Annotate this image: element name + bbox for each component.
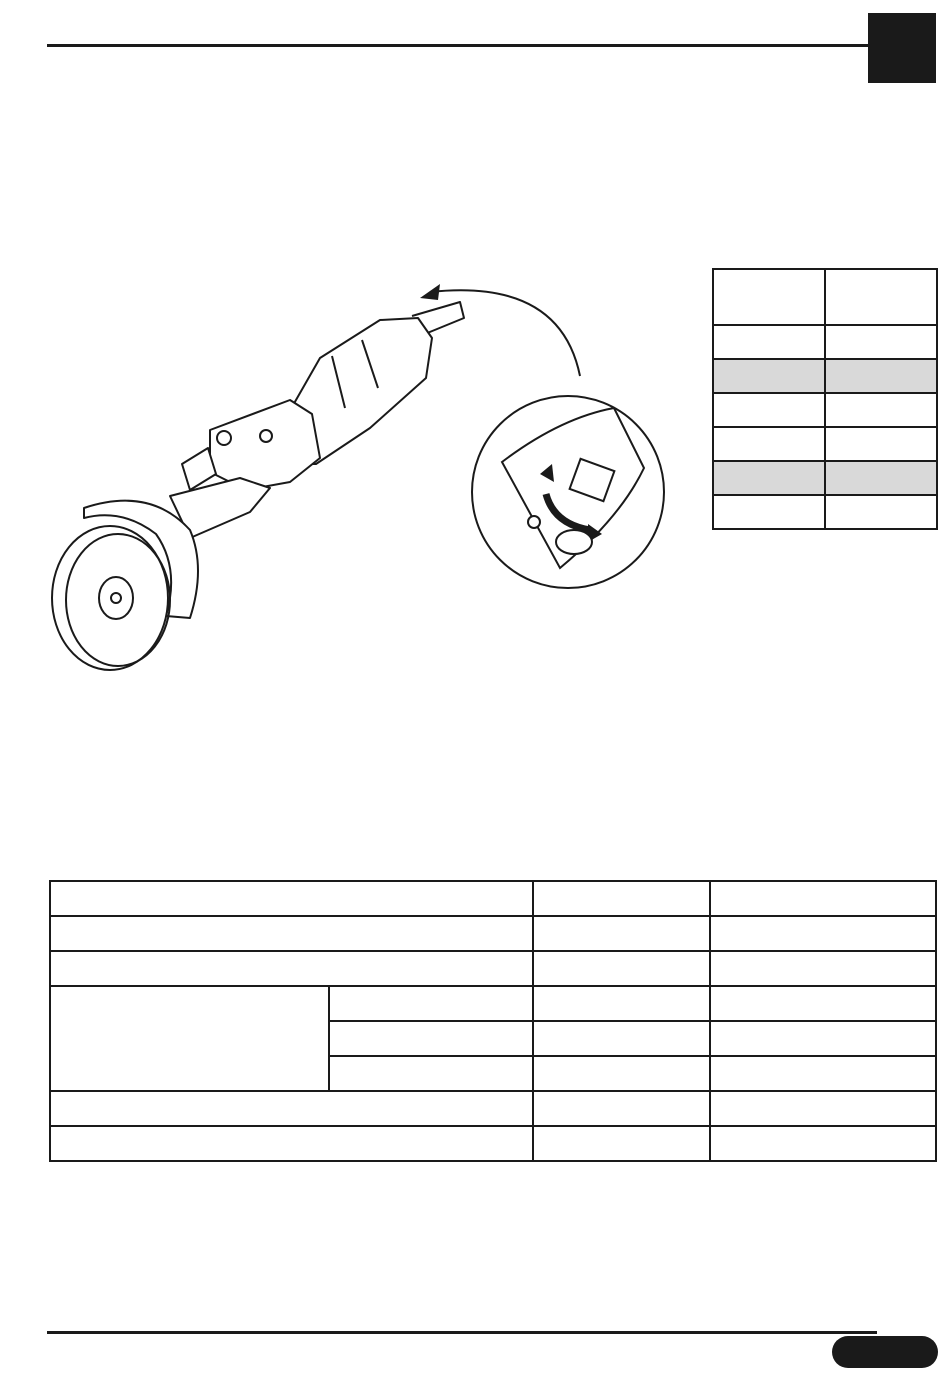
- spec-label: [50, 881, 533, 916]
- table-header-cell: [825, 269, 937, 325]
- pointer-arrow-head: [420, 284, 440, 300]
- spec-label: [50, 951, 533, 986]
- table-header-row: [713, 269, 937, 325]
- table-cell: [825, 393, 937, 427]
- spec-value: [533, 1021, 711, 1056]
- spec-label: [50, 1091, 533, 1126]
- table-row: [50, 1126, 936, 1161]
- table-row: [713, 393, 937, 427]
- table-cell: [713, 495, 825, 529]
- spec-sub-label: [329, 1056, 533, 1091]
- spec-sub-label: [329, 1021, 533, 1056]
- spec-group-label: [50, 986, 329, 1091]
- spec-value: [533, 986, 711, 1021]
- disc-nut: [111, 593, 121, 603]
- side-handle: [182, 448, 216, 490]
- speed-table: [712, 268, 938, 530]
- table-cell: [825, 325, 937, 359]
- pointer-arc: [430, 290, 580, 376]
- angle-grinder-illustration: [40, 268, 680, 688]
- table-cell: [713, 393, 825, 427]
- table-row: [50, 951, 936, 986]
- table-cell: [713, 325, 825, 359]
- spec-value: [533, 1056, 711, 1091]
- table-cell: [713, 461, 825, 495]
- table-cell: [825, 461, 937, 495]
- footer-rule: [47, 1331, 877, 1334]
- spec-value: [533, 881, 711, 916]
- indicator-led: [528, 516, 540, 528]
- header-rule: [47, 44, 877, 47]
- spec-value: [533, 916, 711, 951]
- table-row: [713, 325, 937, 359]
- table-cell: [825, 495, 937, 529]
- table-row: [50, 986, 936, 1021]
- table-row: [50, 1091, 936, 1126]
- table-cell: [825, 427, 937, 461]
- spec-value: [710, 881, 936, 916]
- switch-screw: [260, 430, 272, 442]
- table-cell: [713, 427, 825, 461]
- switch-screw: [217, 431, 231, 445]
- spec-label: [50, 1126, 533, 1161]
- spec-value: [710, 916, 936, 951]
- spec-value: [533, 951, 711, 986]
- spec-sub-label: [329, 986, 533, 1021]
- spec-value: [710, 1021, 936, 1056]
- spec-value: [710, 951, 936, 986]
- table-row: [713, 495, 937, 529]
- table-header-cell: [713, 269, 825, 325]
- spec-value: [533, 1126, 711, 1161]
- table-row: [713, 427, 937, 461]
- spec-table: [49, 880, 937, 1162]
- table-row: [50, 916, 936, 951]
- speed-dial-detail: [472, 396, 664, 588]
- spec-label: [50, 916, 533, 951]
- table-cell: [825, 359, 937, 393]
- table-row: [713, 461, 937, 495]
- table-row: [50, 881, 936, 916]
- spec-value: [710, 986, 936, 1021]
- language-tab: [868, 13, 936, 83]
- spec-value: [710, 1056, 936, 1091]
- cable-entry: [556, 530, 592, 554]
- page-number-badge: [832, 1336, 938, 1368]
- spec-value: [533, 1091, 711, 1126]
- table-cell: [713, 359, 825, 393]
- spec-value: [710, 1126, 936, 1161]
- table-row: [713, 359, 937, 393]
- spec-value: [710, 1091, 936, 1126]
